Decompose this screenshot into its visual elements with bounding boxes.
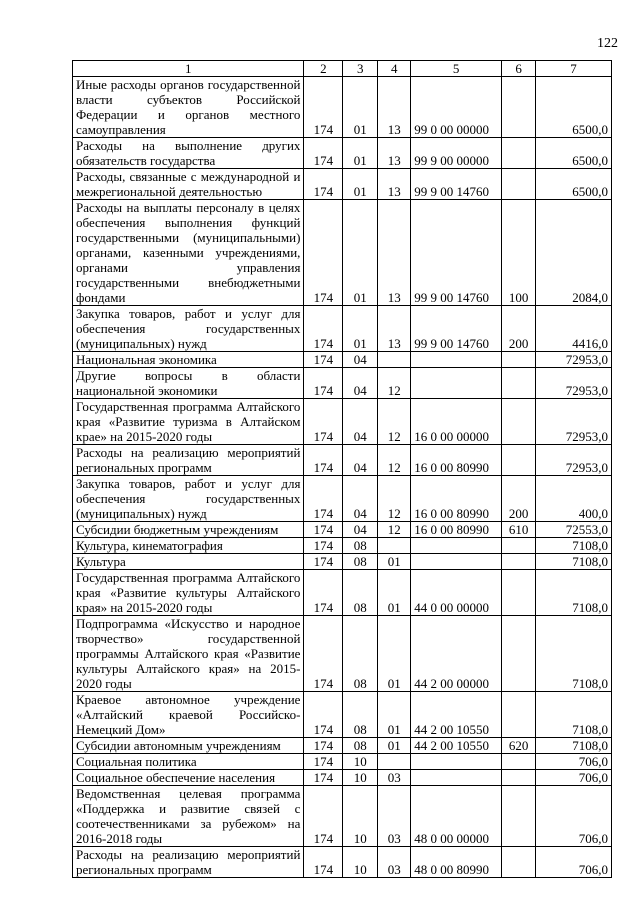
- row-col-4: 01: [378, 738, 411, 754]
- row-col-3: 04: [343, 352, 378, 368]
- row-col-6: 620: [502, 738, 536, 754]
- row-col-2: 174: [304, 368, 343, 399]
- row-name: Краевое автономное учреждение «Алтайский краевой Российско-Немецкий Дом»: [73, 692, 304, 738]
- row-col-5: 44 2 00 00000: [411, 616, 502, 692]
- row-name: Подпрограмма «Искусство и народное творчество» государственной программы Алтайского края «Развитие культуры Алтайского края» на 2015-2020 годы: [73, 616, 304, 692]
- table-row: [73, 847, 612, 878]
- row-col-7: 72953,0: [536, 445, 612, 476]
- row-name: Культура: [73, 554, 304, 570]
- row-col-6: [502, 616, 536, 692]
- row-name: Расходы на реализацию мероприятий региональных программ: [73, 445, 304, 476]
- row-col-6: [502, 77, 536, 138]
- row-name: Культура, кинематография: [73, 538, 304, 554]
- row-col-7: 706,0: [536, 754, 612, 770]
- row-col-2: 174: [304, 754, 343, 770]
- row-col-6: [502, 554, 536, 570]
- row-col-5: [411, 754, 502, 770]
- row-name: Социальное обеспечение населения: [73, 770, 304, 786]
- row-name: Иные расходы органов государственной власти субъектов Российской Федерации и органов местного самоуправления: [73, 77, 304, 138]
- row-col-2: 174: [304, 847, 343, 878]
- row-col-5: 99 9 00 14760: [411, 169, 502, 200]
- row-col-3: 10: [343, 847, 378, 878]
- table-row: [73, 522, 612, 538]
- row-col-6: [502, 786, 536, 847]
- row-col-7: 706,0: [536, 847, 612, 878]
- table-row: [73, 200, 612, 306]
- table-row: [73, 77, 612, 138]
- row-col-6: 100: [502, 200, 536, 306]
- table-row: [73, 692, 612, 738]
- header-col-1: 1: [73, 61, 304, 77]
- row-col-4: [378, 754, 411, 770]
- table-row: [73, 538, 612, 554]
- row-col-7: 72553,0: [536, 522, 612, 538]
- row-col-5: 48 0 00 80990: [411, 847, 502, 878]
- row-name: Социальная политика: [73, 754, 304, 770]
- row-col-5: 48 0 00 00000: [411, 786, 502, 847]
- header-col-5: 5: [411, 61, 502, 77]
- row-col-3: 01: [343, 77, 378, 138]
- row-col-3: 01: [343, 138, 378, 169]
- budget-table: [72, 60, 612, 878]
- row-name: Другие вопросы в области национальной экономики: [73, 368, 304, 399]
- row-col-5: 16 0 00 80990: [411, 522, 502, 538]
- header-row: [73, 61, 612, 77]
- row-name: Расходы, связанные с международной и межрегиональной деятельностью: [73, 169, 304, 200]
- row-col-2: 174: [304, 616, 343, 692]
- row-col-2: 174: [304, 476, 343, 522]
- row-col-3: 08: [343, 616, 378, 692]
- row-col-4: 03: [378, 847, 411, 878]
- row-col-6: 200: [502, 476, 536, 522]
- row-col-3: 04: [343, 445, 378, 476]
- row-col-2: 174: [304, 306, 343, 352]
- row-col-4: 13: [378, 306, 411, 352]
- row-name: Закупка товаров, работ и услуг для обеспечения государственных (муниципальных) нужд: [73, 476, 304, 522]
- row-col-3: 01: [343, 200, 378, 306]
- row-col-6: [502, 770, 536, 786]
- row-col-6: [502, 352, 536, 368]
- row-col-6: 610: [502, 522, 536, 538]
- row-col-4: 13: [378, 138, 411, 169]
- row-col-2: 174: [304, 786, 343, 847]
- row-col-5: 44 2 00 10550: [411, 692, 502, 738]
- row-col-5: 44 2 00 10550: [411, 738, 502, 754]
- row-col-7: 6500,0: [536, 77, 612, 138]
- row-col-4: 01: [378, 692, 411, 738]
- row-name: Государственная программа Алтайского края «Развитие туризма в Алтайском крае» на 2015-2020 годы: [73, 399, 304, 445]
- row-col-3: 08: [343, 738, 378, 754]
- row-col-3: 01: [343, 306, 378, 352]
- row-col-7: 7108,0: [536, 616, 612, 692]
- row-col-5: 99 9 00 14760: [411, 200, 502, 306]
- page-number: 122: [597, 36, 618, 51]
- row-col-3: 10: [343, 770, 378, 786]
- row-col-5: [411, 368, 502, 399]
- table-row: [73, 476, 612, 522]
- table-row: [73, 138, 612, 169]
- row-col-7: 706,0: [536, 786, 612, 847]
- row-name: Национальная экономика: [73, 352, 304, 368]
- row-col-3: 04: [343, 368, 378, 399]
- row-col-5: [411, 770, 502, 786]
- row-col-5: 99 9 00 00000: [411, 138, 502, 169]
- row-name: Государственная программа Алтайского края «Развитие культуры Алтайского края» на 2015-2020 годы: [73, 570, 304, 616]
- header-col-7: 7: [536, 61, 612, 77]
- row-col-4: 01: [378, 554, 411, 570]
- row-col-3: 08: [343, 538, 378, 554]
- row-col-4: 12: [378, 368, 411, 399]
- row-col-2: 174: [304, 554, 343, 570]
- row-col-2: 174: [304, 770, 343, 786]
- row-col-6: [502, 692, 536, 738]
- row-name: Расходы на реализацию мероприятий региональных программ: [73, 847, 304, 878]
- table-row: [73, 554, 612, 570]
- row-col-3: 08: [343, 554, 378, 570]
- header-col-3: 3: [343, 61, 378, 77]
- row-col-3: 08: [343, 570, 378, 616]
- row-col-4: 12: [378, 399, 411, 445]
- row-col-5: 99 9 00 14760: [411, 306, 502, 352]
- row-col-6: [502, 138, 536, 169]
- table-row: [73, 169, 612, 200]
- row-col-2: 174: [304, 200, 343, 306]
- row-col-6: [502, 754, 536, 770]
- row-col-6: 200: [502, 306, 536, 352]
- row-col-6: [502, 847, 536, 878]
- row-col-2: 174: [304, 522, 343, 538]
- row-col-2: 174: [304, 77, 343, 138]
- row-col-4: [378, 538, 411, 554]
- row-col-3: 04: [343, 522, 378, 538]
- row-col-5: 44 0 00 00000: [411, 570, 502, 616]
- table-row: [73, 616, 612, 692]
- table-row: [73, 445, 612, 476]
- row-col-7: 7108,0: [536, 692, 612, 738]
- table-row: [73, 738, 612, 754]
- row-col-5: 16 0 00 80990: [411, 445, 502, 476]
- row-col-4: 13: [378, 77, 411, 138]
- row-col-3: 10: [343, 754, 378, 770]
- row-col-5: 16 0 00 80990: [411, 476, 502, 522]
- row-col-3: 04: [343, 399, 378, 445]
- row-col-4: 12: [378, 476, 411, 522]
- header-col-4: 4: [378, 61, 411, 77]
- table-row: [73, 306, 612, 352]
- row-col-7: 2084,0: [536, 200, 612, 306]
- row-col-2: 174: [304, 399, 343, 445]
- row-name: Расходы на выполнение других обязательств государства: [73, 138, 304, 169]
- row-col-6: [502, 169, 536, 200]
- row-col-7: 6500,0: [536, 138, 612, 169]
- row-col-4: 03: [378, 786, 411, 847]
- row-col-6: [502, 445, 536, 476]
- row-col-7: 400,0: [536, 476, 612, 522]
- row-col-4: 01: [378, 570, 411, 616]
- row-col-5: [411, 352, 502, 368]
- row-col-7: 7108,0: [536, 738, 612, 754]
- row-col-7: 706,0: [536, 770, 612, 786]
- row-col-3: 10: [343, 786, 378, 847]
- row-col-2: 174: [304, 169, 343, 200]
- header-col-2: 2: [304, 61, 343, 77]
- row-col-5: 16 0 00 00000: [411, 399, 502, 445]
- row-col-2: 174: [304, 538, 343, 554]
- table-row: [73, 754, 612, 770]
- row-col-4: 01: [378, 616, 411, 692]
- row-col-6: [502, 399, 536, 445]
- row-name: Расходы на выплаты персоналу в целях обеспечения выполнения функций государственными (муниципальными) органами, казенными учреждениями, органами управления государственными внебюджетными фондами: [73, 200, 304, 306]
- table-row: [73, 570, 612, 616]
- row-col-4: 13: [378, 169, 411, 200]
- row-col-7: 72953,0: [536, 368, 612, 399]
- row-col-2: 174: [304, 692, 343, 738]
- row-col-2: 174: [304, 738, 343, 754]
- row-col-7: 72953,0: [536, 399, 612, 445]
- header-col-6: 6: [502, 61, 536, 77]
- row-col-3: 01: [343, 169, 378, 200]
- row-col-7: 72953,0: [536, 352, 612, 368]
- table-row: [73, 368, 612, 399]
- row-col-3: 04: [343, 476, 378, 522]
- row-col-4: 12: [378, 445, 411, 476]
- row-col-2: 174: [304, 138, 343, 169]
- row-col-6: [502, 538, 536, 554]
- row-col-7: 4416,0: [536, 306, 612, 352]
- row-name: Субсидии бюджетным учреждениям: [73, 522, 304, 538]
- row-col-6: [502, 570, 536, 616]
- row-col-6: [502, 368, 536, 399]
- row-col-4: 03: [378, 770, 411, 786]
- table-row: [73, 352, 612, 368]
- table-row: [73, 786, 612, 847]
- row-name: Субсидии автономным учреждениям: [73, 738, 304, 754]
- row-col-5: [411, 538, 502, 554]
- row-col-7: 7108,0: [536, 554, 612, 570]
- row-col-5: 99 0 00 00000: [411, 77, 502, 138]
- row-col-4: 12: [378, 522, 411, 538]
- row-name: Ведомственная целевая программа «Поддержка и развитие связей с соотечественниками за рубежом» на 2016-2018 годы: [73, 786, 304, 847]
- row-col-4: 13: [378, 200, 411, 306]
- row-col-4: [378, 352, 411, 368]
- row-col-2: 174: [304, 570, 343, 616]
- row-col-5: [411, 554, 502, 570]
- table-row: [73, 770, 612, 786]
- table-row: [73, 399, 612, 445]
- row-col-7: 7108,0: [536, 570, 612, 616]
- row-col-7: 6500,0: [536, 169, 612, 200]
- row-name: Закупка товаров, работ и услуг для обеспечения государственных (муниципальных) нужд: [73, 306, 304, 352]
- row-col-2: 174: [304, 445, 343, 476]
- row-col-2: 174: [304, 352, 343, 368]
- row-col-3: 08: [343, 692, 378, 738]
- row-col-7: 7108,0: [536, 538, 612, 554]
